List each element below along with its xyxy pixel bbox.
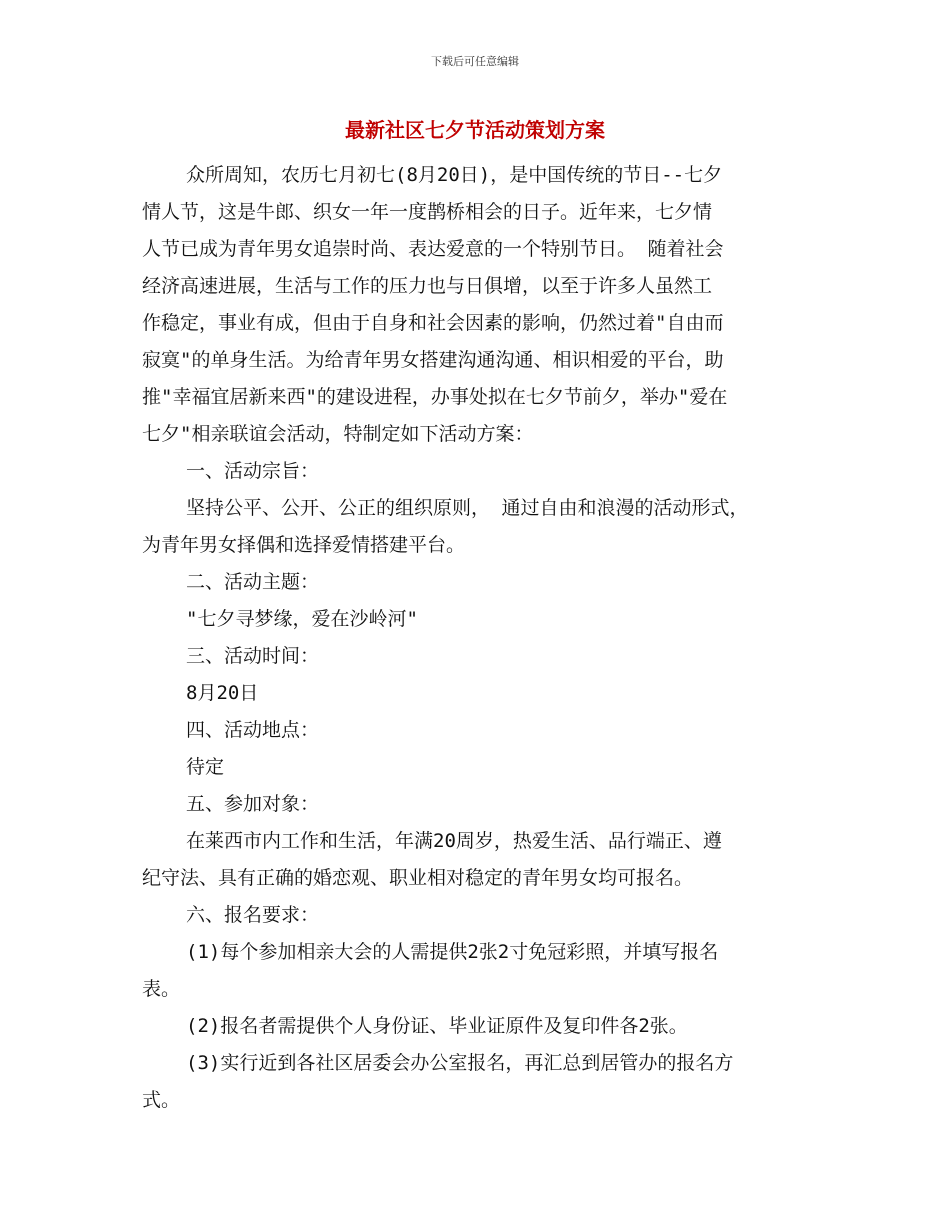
- body-line: 式。: [142, 1089, 181, 1111]
- header-note: 下载后可任意编辑: [431, 55, 519, 68]
- body-line: 一、活动宗旨：: [186, 460, 320, 482]
- body-line: (1)每个参加相亲大会的人需提供2张2寸免冠彩照，并填写报名: [186, 941, 719, 963]
- body-line: 推"幸福宜居新来西"的建设进程，办事处拟在七夕节前夕，举办"爱在: [142, 386, 728, 408]
- body-line: 表。: [142, 978, 181, 1000]
- body-line: 四、活动地点：: [186, 719, 320, 741]
- body-line: 寂寞"的单身生活。为给青年男女搭建沟通沟通、相识相爱的平台，助: [142, 349, 724, 371]
- body-line: 五、参加对象：: [186, 793, 320, 815]
- body-line: 8月20日: [186, 682, 259, 704]
- body-line: 二、活动主题：: [186, 571, 320, 593]
- body-line: 在莱西市内工作和生活，年满20周岁，热爱生活、品行端正、遵: [186, 830, 722, 852]
- body-line: 六、报名要求：: [186, 904, 320, 926]
- body-line: (3)实行近到各社区居委会办公室报名，再汇总到居管办的报名方: [186, 1052, 734, 1074]
- body-line: 众所周知，农历七月初七(8月20日)，是中国传统的节日--七夕: [186, 164, 723, 186]
- body-line: 情人节，这是牛郎、织女一年一度鹊桥相会的日子。近年来，七夕情: [142, 201, 713, 223]
- body-line: 人节已成为青年男女追崇时尚、表达爱意的一个特别节日。 随着社会: [142, 238, 724, 260]
- body-line: 作稳定，事业有成，但由于自身和社会因素的影响，仍然过着"自由而: [142, 312, 724, 334]
- body-line: 为青年男女择偶和选择爱情搭建平台。: [142, 534, 466, 556]
- body-line: 三、活动时间：: [186, 645, 320, 667]
- body-line: 坚持公平、公开、公正的组织原则， 通过自由和浪漫的活动形式，: [186, 497, 749, 519]
- body-line: 七夕"相亲联谊会活动，特制定如下活动方案：: [142, 423, 534, 445]
- body-line: 纪守法、具有正确的婚恋观、职业相对稳定的青年男女均可报名。: [142, 867, 694, 889]
- body-line: 待定: [186, 756, 225, 778]
- body-line: "七夕寻梦缘，爱在沙岭河": [186, 608, 418, 630]
- document-body: [142, 157, 807, 1119]
- document-title: 最新社区七夕节活动策划方案: [345, 118, 605, 142]
- body-line: 经济高速进展，生活与工作的压力也与日俱增，以至于许多人虽然工: [142, 275, 713, 297]
- body-line: (2)报名者需提供个人身份证、毕业证原件及复印件各2张。: [186, 1015, 688, 1037]
